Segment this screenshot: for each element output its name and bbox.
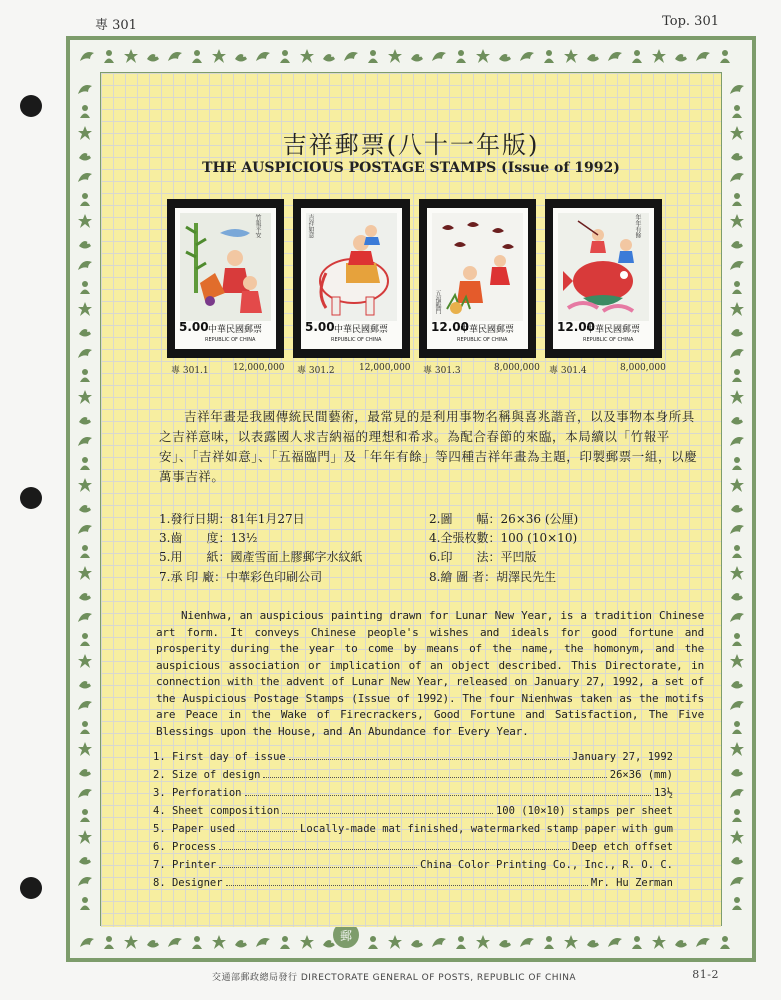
spec-zh-label: 5.用 紙： bbox=[159, 550, 231, 564]
spec-en-value: Mr. Hu Zerman bbox=[590, 877, 673, 889]
border-left-ornament-icon bbox=[74, 232, 96, 254]
border-top-ornament-icon bbox=[318, 45, 340, 67]
spec-zh-8 bbox=[429, 568, 556, 585]
spec-zh-6 bbox=[429, 548, 536, 565]
border-left-ornament-icon bbox=[74, 430, 96, 452]
border-left-ornament-icon bbox=[74, 78, 96, 100]
border-right-ornament-icon bbox=[726, 144, 748, 166]
border-right-ornament-icon bbox=[726, 848, 748, 870]
border-left-ornament-icon bbox=[74, 474, 96, 496]
border-left-ornament-icon bbox=[74, 738, 96, 760]
border-bottom-ornament-icon bbox=[450, 931, 472, 953]
border-bottom-ornament-icon bbox=[494, 931, 516, 953]
border-left-ornament-icon bbox=[74, 782, 96, 804]
stamp-1-republic: REPUBLIC OF CHINA bbox=[205, 337, 256, 343]
spec-zh-label: 3.齒 度： bbox=[159, 531, 231, 545]
border-top-ornament-icon bbox=[538, 45, 560, 67]
border-left-ornament-icon bbox=[74, 540, 96, 562]
border-right-ornament-icon bbox=[726, 474, 748, 496]
border-right-ornament-icon bbox=[726, 100, 748, 122]
leader-dots bbox=[238, 822, 297, 832]
border-bottom-ornament-icon bbox=[120, 931, 142, 953]
border-bottom-ornament-icon bbox=[296, 931, 318, 953]
header-right-code: Top. 301 bbox=[662, 14, 719, 29]
border-left-ornament-icon bbox=[74, 100, 96, 122]
border-right-ornament-icon bbox=[726, 298, 748, 320]
border-top-ornament-icon bbox=[340, 45, 362, 67]
border-bottom-ornament-icon bbox=[76, 931, 98, 953]
border-top-ornament-icon bbox=[472, 45, 494, 67]
spec-zh-value: 中華彩色印刷公司 bbox=[226, 570, 323, 584]
spec-en-label: 5. Paper used bbox=[153, 823, 236, 835]
border-bottom-ornament-icon bbox=[472, 931, 494, 953]
border-right-ornament-icon bbox=[726, 496, 748, 518]
spec-zh-label: 4.全張枚數： bbox=[429, 531, 501, 545]
spec-zh-value: 平凹版 bbox=[500, 550, 537, 564]
border-bottom-ornament-icon bbox=[362, 931, 384, 953]
border-top-ornament-icon bbox=[120, 45, 142, 67]
border-left-ornament-icon bbox=[74, 892, 96, 914]
stamp-1-caption: 竹報平安 bbox=[254, 214, 261, 238]
border-bottom-ornament-icon bbox=[186, 931, 208, 953]
title-english: THE AUSPICIOUS POSTAGE STAMPS (Issue of 1992) bbox=[202, 160, 620, 176]
border-top-ornament-icon bbox=[406, 45, 428, 67]
stamp-2-value: 5.00 bbox=[305, 320, 335, 334]
border-left-ornament-icon bbox=[74, 320, 96, 342]
spec-en-5 bbox=[153, 822, 673, 838]
border-right-ornament-icon bbox=[726, 518, 748, 540]
spec-en-1 bbox=[153, 750, 673, 766]
spec-zh-label: 8.繪 圖 者： bbox=[429, 570, 497, 584]
spec-en-label: 4. Sheet composition bbox=[153, 805, 280, 817]
border-bottom-ornament-icon bbox=[208, 931, 230, 953]
border-left-ornament-icon bbox=[74, 276, 96, 298]
border-left-ornament-icon bbox=[74, 166, 96, 188]
border-bottom-ornament-icon bbox=[714, 931, 736, 953]
spec-en-value: Locally-made mat finished, watermarked stamp paper with gum bbox=[300, 823, 673, 835]
border-right-ornament-icon bbox=[726, 364, 748, 386]
border-top-ornament-icon bbox=[494, 45, 516, 67]
spec-zh-1 bbox=[159, 510, 305, 527]
stamp-1-code: 專 301.1 bbox=[171, 366, 209, 376]
border-left-ornament-icon bbox=[74, 562, 96, 584]
spec-zh-7 bbox=[159, 568, 322, 585]
border-bottom-ornament-icon bbox=[560, 931, 582, 953]
border-top-ornament-icon bbox=[98, 45, 120, 67]
spec-en-label: 6. Process bbox=[153, 841, 217, 853]
border-top-ornament-icon bbox=[582, 45, 604, 67]
border-left-ornament-icon bbox=[74, 584, 96, 606]
binder-hole-top bbox=[20, 95, 42, 117]
border-right-ornament-icon bbox=[726, 628, 748, 650]
spec-en-value: January 27, 1992 bbox=[571, 751, 673, 763]
content-panel bbox=[101, 73, 721, 927]
stamp-4 bbox=[545, 199, 662, 358]
border-right-ornament-icon bbox=[726, 650, 748, 672]
border-left-ornament-icon bbox=[74, 144, 96, 166]
border-top-ornament-icon bbox=[164, 45, 186, 67]
border-band-top bbox=[70, 40, 752, 72]
border-bottom-ornament-icon bbox=[98, 931, 120, 953]
border-right-ornament-icon bbox=[726, 672, 748, 694]
border-top-ornament-icon bbox=[670, 45, 692, 67]
border-right-ornament-icon bbox=[726, 386, 748, 408]
border-top-ornament-icon bbox=[516, 45, 538, 67]
stamp-3-caption: 五福臨門 bbox=[434, 290, 441, 314]
border-right-ornament-icon bbox=[726, 276, 748, 298]
border-bottom-ornament-icon bbox=[384, 931, 406, 953]
stamp-4-country: 中華民國郵票 bbox=[586, 325, 641, 335]
border-band-left bbox=[70, 72, 100, 926]
stamp-1 bbox=[167, 199, 284, 358]
spec-en-7 bbox=[153, 858, 673, 874]
border-left-ornament-icon bbox=[74, 342, 96, 364]
border-top-ornament-icon bbox=[626, 45, 648, 67]
border-left-ornament-icon bbox=[74, 386, 96, 408]
leader-dots bbox=[282, 804, 493, 814]
stamp-1-quantity: 12,000,000 bbox=[233, 363, 285, 373]
border-right-ornament-icon bbox=[726, 254, 748, 276]
border-top-ornament-icon bbox=[76, 45, 98, 67]
border-left-ornament-icon bbox=[74, 606, 96, 628]
border-left-ornament-icon bbox=[74, 650, 96, 672]
border-right-ornament-icon bbox=[726, 804, 748, 826]
border-left-ornament-icon bbox=[74, 760, 96, 782]
spec-zh-value: 26×36 (公厘) bbox=[500, 512, 579, 526]
stamp-4-quantity: 8,000,000 bbox=[620, 363, 666, 373]
stamp-3-code: 專 301.3 bbox=[423, 366, 461, 376]
border-bottom-ornament-icon bbox=[692, 931, 714, 953]
stamp-1-country: 中華民國郵票 bbox=[208, 325, 263, 335]
border-right-ornament-icon bbox=[726, 562, 748, 584]
stamp-3-country: 中華民國郵票 bbox=[460, 325, 515, 335]
spec-en-label: 3. Perforation bbox=[153, 787, 242, 799]
spec-en-6 bbox=[153, 840, 673, 856]
border-left-ornament-icon bbox=[74, 870, 96, 892]
border-left-ornament-icon bbox=[74, 694, 96, 716]
stamp-2 bbox=[293, 199, 410, 358]
border-right-ornament-icon bbox=[726, 166, 748, 188]
border-right-ornament-icon bbox=[726, 540, 748, 562]
border-right-ornament-icon bbox=[726, 738, 748, 760]
border-right-ornament-icon bbox=[726, 122, 748, 144]
spec-en-value: China Color Printing Co., Inc., R. O. C. bbox=[420, 859, 673, 871]
border-top-ornament-icon bbox=[296, 45, 318, 67]
spec-en-label: 8. Designer bbox=[153, 877, 223, 889]
spec-zh-label: 7.承 印 廠： bbox=[159, 570, 227, 584]
border-left-ornament-icon bbox=[74, 716, 96, 738]
border-top-ornament-icon bbox=[252, 45, 274, 67]
border-left-ornament-icon bbox=[74, 254, 96, 276]
border-right-ornament-icon bbox=[726, 694, 748, 716]
spec-zh-2 bbox=[429, 510, 578, 527]
spec-zh-5 bbox=[159, 548, 362, 565]
binder-hole-middle bbox=[20, 487, 42, 509]
border-top-ornament-icon bbox=[384, 45, 406, 67]
spec-zh-label: 2.圖 幅： bbox=[429, 512, 501, 526]
border-left-ornament-icon bbox=[74, 408, 96, 430]
border-right-ornament-icon bbox=[726, 606, 748, 628]
spec-zh-value: 13½ bbox=[230, 531, 258, 545]
border-bottom-ornament-icon bbox=[230, 931, 252, 953]
spec-en-8 bbox=[153, 876, 673, 892]
spec-zh-3 bbox=[159, 529, 257, 546]
spec-en-label: 1. First day of issue bbox=[153, 751, 286, 763]
spec-en-value: 26×36 (mm) bbox=[609, 769, 673, 781]
border-right-ornament-icon bbox=[726, 870, 748, 892]
binder-hole-bottom bbox=[20, 877, 42, 899]
border-bottom-ornament-icon bbox=[582, 931, 604, 953]
stamp-3-artwork bbox=[432, 213, 523, 321]
border-right-ornament-icon bbox=[726, 452, 748, 474]
border-top-ornament-icon bbox=[560, 45, 582, 67]
border-top-ornament-icon bbox=[648, 45, 670, 67]
stamp-4-republic: REPUBLIC OF CHINA bbox=[583, 337, 634, 343]
border-bottom-ornament-icon bbox=[406, 931, 428, 953]
border-top-ornament-icon bbox=[604, 45, 626, 67]
border-left-ornament-icon bbox=[74, 826, 96, 848]
border-top-ornament-icon bbox=[692, 45, 714, 67]
spec-zh-label: 1.發行日期： bbox=[159, 512, 231, 526]
border-right-ornament-icon bbox=[726, 826, 748, 848]
stamp-3-value: 12.00 bbox=[431, 320, 469, 334]
stamp-3 bbox=[419, 199, 536, 358]
leader-dots bbox=[219, 840, 569, 850]
stamp-2-quantity: 12,000,000 bbox=[359, 363, 411, 373]
border-left-ornament-icon bbox=[74, 804, 96, 826]
border-top-ornament-icon bbox=[450, 45, 472, 67]
border-bottom-ornament-icon bbox=[604, 931, 626, 953]
stamp-4-code: 專 301.4 bbox=[549, 366, 587, 376]
header-left-code: 專 301 bbox=[95, 18, 137, 33]
spec-en-value: 13½ bbox=[654, 787, 673, 799]
border-right-ornament-icon bbox=[726, 320, 748, 342]
border-right-ornament-icon bbox=[726, 716, 748, 738]
border-bottom-ornament-icon bbox=[252, 931, 274, 953]
leader-dots bbox=[289, 750, 569, 760]
border-left-ornament-icon bbox=[74, 122, 96, 144]
border-right-ornament-icon bbox=[726, 408, 748, 430]
stamp-3-quantity: 8,000,000 bbox=[494, 363, 540, 373]
border-left-ornament-icon bbox=[74, 364, 96, 386]
chinese-description: 吉祥年畫是我國傳統民間藝術，最常見的是利用事物名稱與喜兆諧音，以及事物本身所具之吉祥意味，以表露國人求吉納福的理想和希求。為配合春節的來臨，本局續以「竹報平安」、「吉祥如意」、「五福臨門」及「年年有餘」等四種吉祥年畫為主題，印製郵票一組，以慶萬事吉祥。 bbox=[159, 409, 698, 484]
stamp-4-value: 12.00 bbox=[557, 320, 595, 334]
leader-dots bbox=[245, 786, 652, 796]
border-right-ornament-icon bbox=[726, 188, 748, 210]
border-left-ornament-icon bbox=[74, 628, 96, 650]
border-left-ornament-icon bbox=[74, 496, 96, 518]
stamp-2-artwork bbox=[306, 213, 397, 321]
spec-zh-value: 100 (10×10) bbox=[500, 531, 578, 545]
border-top-ornament-icon bbox=[714, 45, 736, 67]
border-right-ornament-icon bbox=[726, 342, 748, 364]
english-description: Nienhwa, an auspicious painting drawn for Lunar New Year, is a tradition Chinese art form. It conveys Chinese people's wishes and ideals for good fortune and prosperity during the year to come by means of the name, the homonym, and the auspicious association or implication of an object described. This Directorate, in connection with the advent of Lunar New Year, released on January 27, 1992, a set of the Auspicious Postage Stamps (Issue of 1992). The four Nienhwas taken as the motifs are Peace in the Wake of Firecrackers, Good Fortune and Satisfaction, The Five Blessings upon the House, and An Abundance for Every Year. bbox=[156, 609, 704, 738]
border-bottom-ornament-icon bbox=[670, 931, 692, 953]
footer-page-number: 81-2 bbox=[692, 968, 719, 981]
border-right-ornament-icon bbox=[726, 78, 748, 100]
border-top-ornament-icon bbox=[362, 45, 384, 67]
border-top-ornament-icon bbox=[274, 45, 296, 67]
border-right-ornament-icon bbox=[726, 232, 748, 254]
border-left-ornament-icon bbox=[74, 518, 96, 540]
leader-dots bbox=[226, 876, 588, 886]
leader-dots bbox=[219, 858, 417, 868]
border-left-ornament-icon bbox=[74, 672, 96, 694]
border-bottom-ornament-icon bbox=[142, 931, 164, 953]
border-bottom-ornament-icon bbox=[428, 931, 450, 953]
border-top-ornament-icon bbox=[142, 45, 164, 67]
spec-zh-4 bbox=[429, 529, 577, 546]
border-bottom-ornament-icon bbox=[626, 931, 648, 953]
stamp-4-caption: 年年有餘 bbox=[634, 214, 641, 238]
border-band-bottom bbox=[70, 926, 752, 958]
stamp-2-caption: 吉祥如意 bbox=[307, 214, 314, 238]
spec-en-label: 2. Size of design bbox=[153, 769, 261, 781]
border-right-ornament-icon bbox=[726, 760, 748, 782]
border-right-ornament-icon bbox=[726, 210, 748, 232]
stamp-2-republic: REPUBLIC OF CHINA bbox=[331, 337, 382, 343]
border-top-ornament-icon bbox=[186, 45, 208, 67]
stamp-2-code: 專 301.2 bbox=[297, 366, 335, 376]
border-top-ornament-icon bbox=[428, 45, 450, 67]
border-left-ornament-icon bbox=[74, 452, 96, 474]
border-right-ornament-icon bbox=[726, 430, 748, 452]
stamp-3-republic: REPUBLIC OF CHINA bbox=[457, 337, 508, 343]
spec-en-value: 100 (10×10) stamps per sheet bbox=[495, 805, 673, 817]
spec-zh-value: 81年1月27日 bbox=[230, 512, 305, 526]
spec-zh-value: 胡澤民先生 bbox=[496, 570, 557, 584]
spec-en-2 bbox=[153, 768, 673, 784]
title-chinese: 吉祥郵票(八十一年版) bbox=[282, 131, 540, 159]
spec-zh-label: 6.印 法： bbox=[429, 550, 501, 564]
post-seal-emblem: 郵 bbox=[331, 920, 361, 950]
border-bottom-ornament-icon bbox=[516, 931, 538, 953]
stamp-1-value: 5.00 bbox=[179, 320, 209, 334]
border-left-ornament-icon bbox=[74, 188, 96, 210]
border-top-ornament-icon bbox=[208, 45, 230, 67]
border-top-ornament-icon bbox=[230, 45, 252, 67]
border-left-ornament-icon bbox=[74, 210, 96, 232]
stamp-2-country: 中華民國郵票 bbox=[334, 325, 389, 335]
spec-en-4 bbox=[153, 804, 673, 820]
spec-en-value: Deep etch offset bbox=[571, 841, 673, 853]
spec-zh-value: 國產雪面上膠郵字水紋紙 bbox=[230, 550, 363, 564]
border-left-ornament-icon bbox=[74, 298, 96, 320]
leader-dots bbox=[263, 768, 606, 778]
border-right-ornament-icon bbox=[726, 782, 748, 804]
border-band-right bbox=[722, 72, 752, 926]
border-right-ornament-icon bbox=[726, 892, 748, 914]
footer-publisher: 交通部郵政總局發行 DIRECTORATE GENERAL OF POSTS, REPUBLIC OF CHINA bbox=[212, 973, 577, 983]
spec-en-label: 7. Printer bbox=[153, 859, 217, 871]
border-right-ornament-icon bbox=[726, 584, 748, 606]
spec-en-3 bbox=[153, 786, 673, 802]
border-bottom-ornament-icon bbox=[648, 931, 670, 953]
border-bottom-ornament-icon bbox=[274, 931, 296, 953]
border-bottom-ornament-icon bbox=[164, 931, 186, 953]
border-left-ornament-icon bbox=[74, 848, 96, 870]
border-bottom-ornament-icon bbox=[538, 931, 560, 953]
